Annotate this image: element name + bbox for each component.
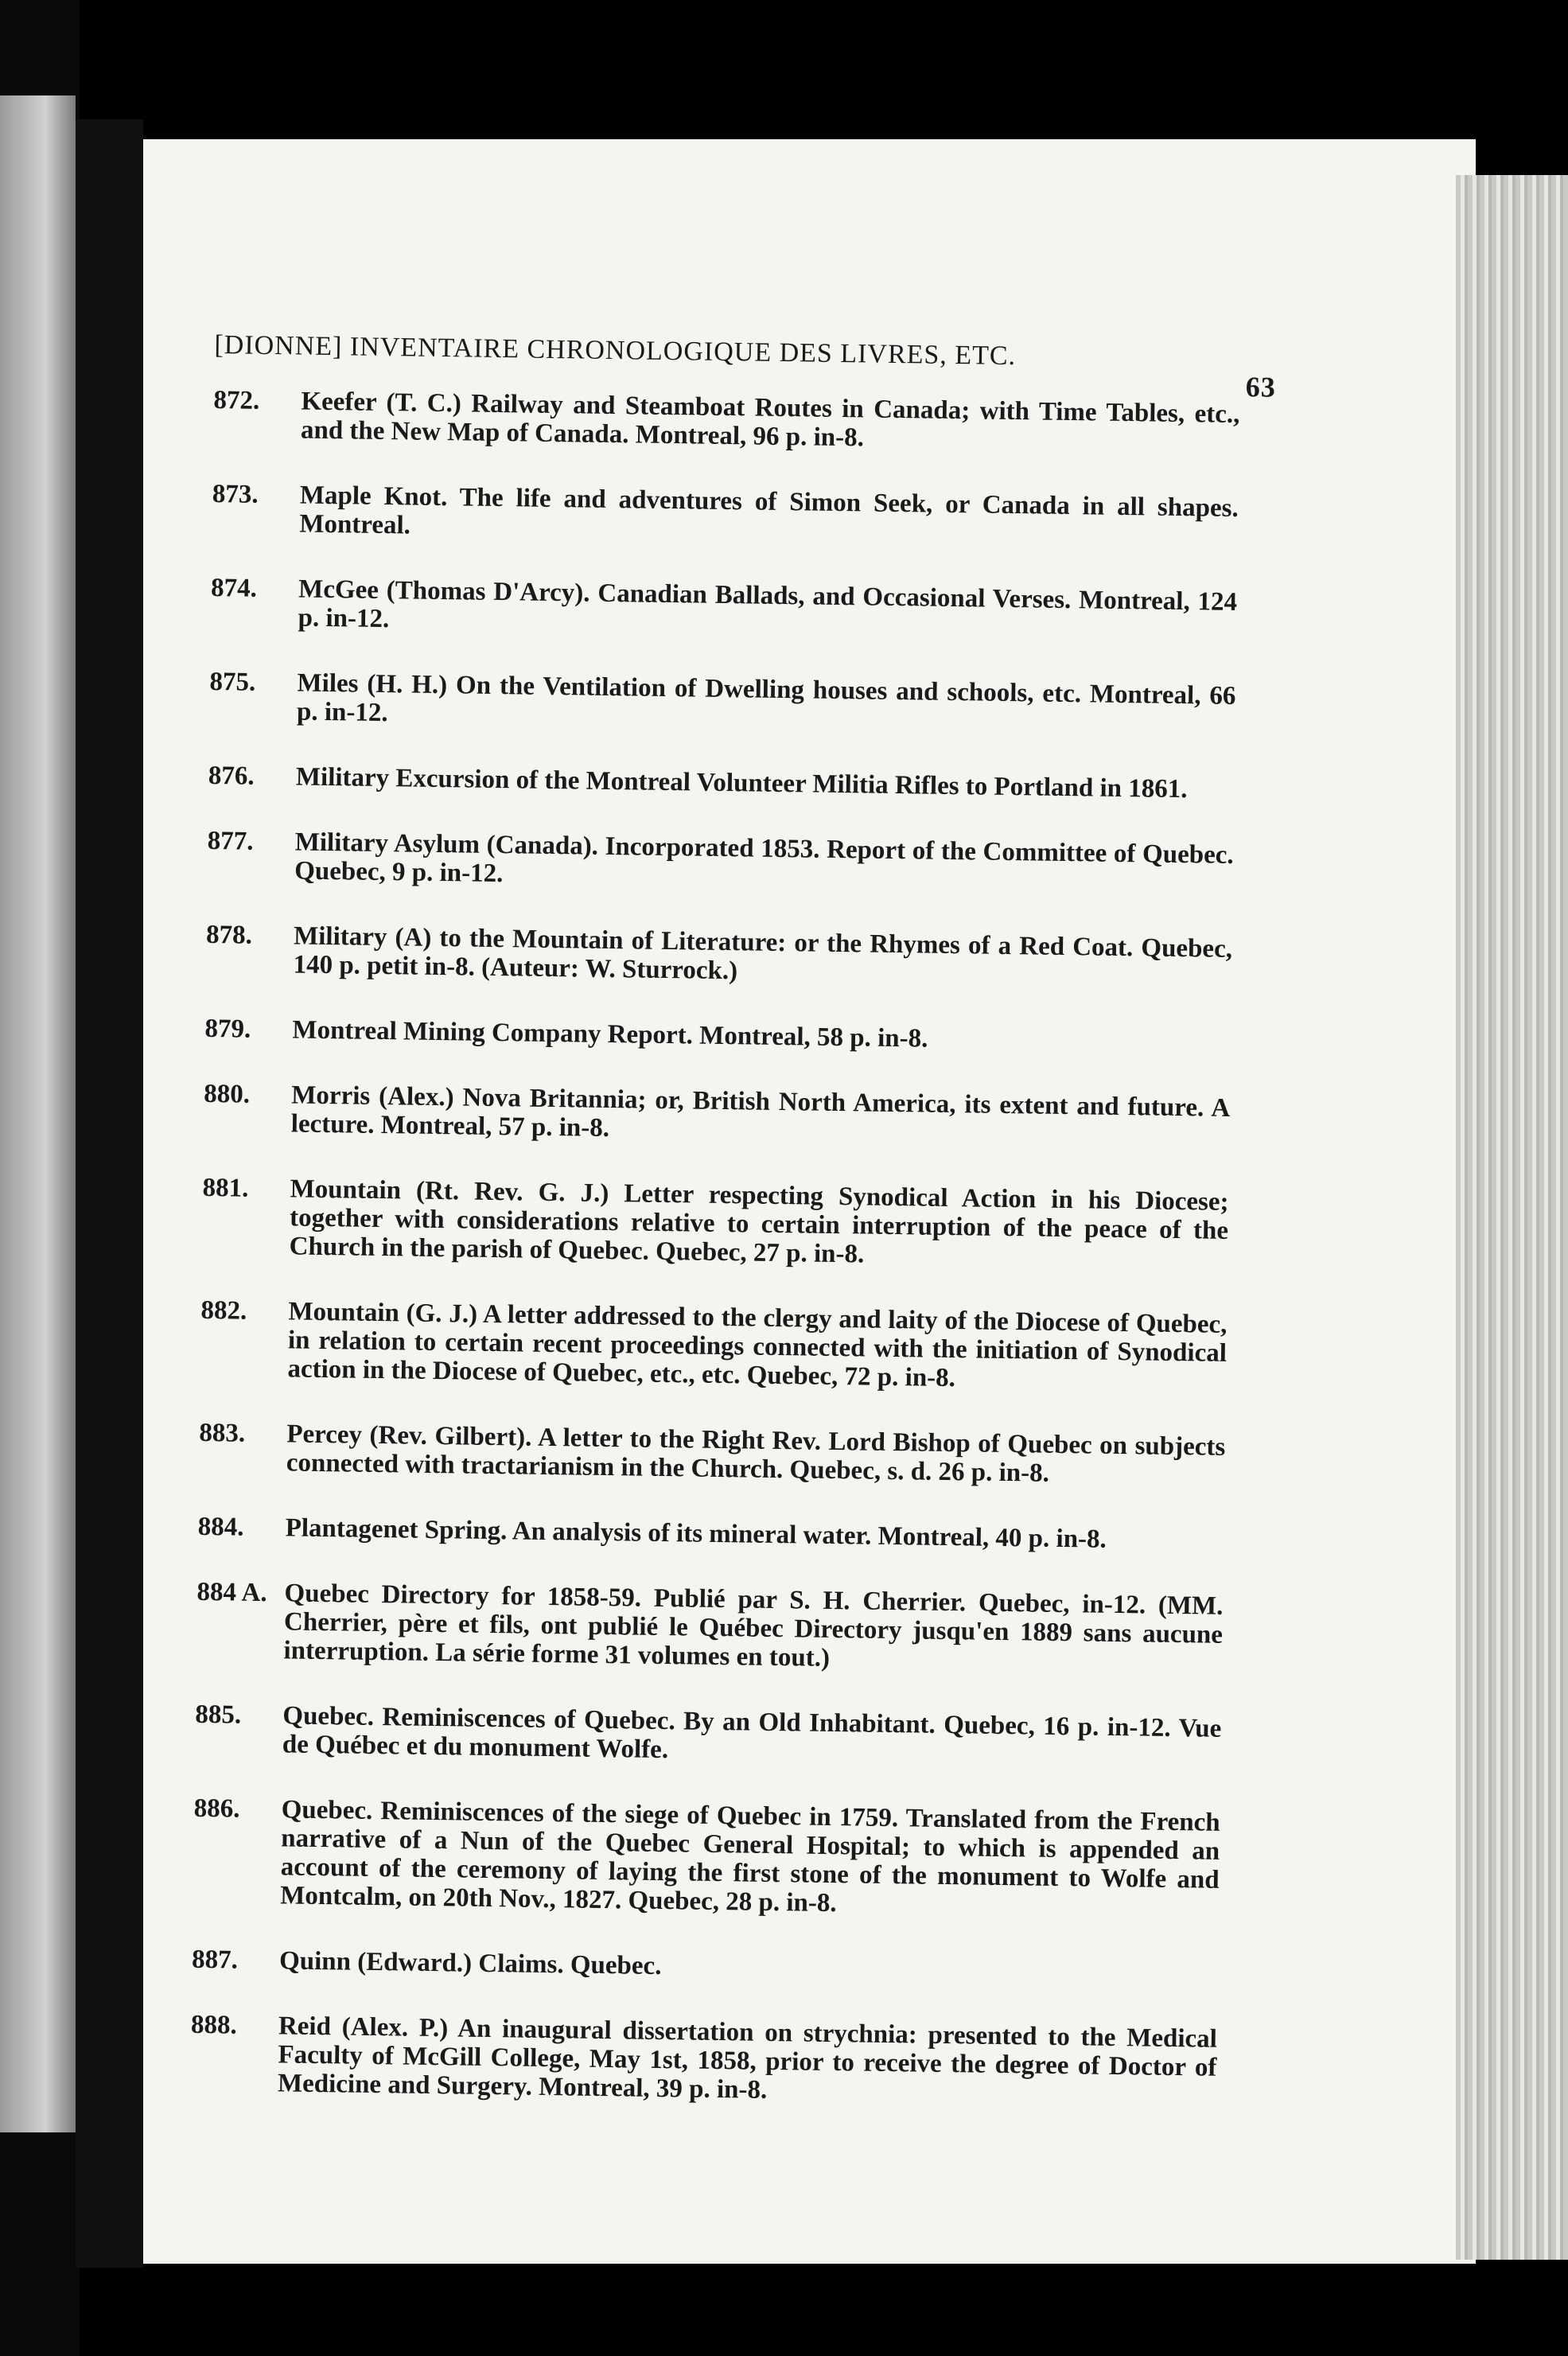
entry-text: Miles (H. H.) On the Ventilation of Dwelling houses and schools, etc. Montreal, 66 p. in-12. bbox=[296, 668, 1236, 728]
entry-880 bbox=[204, 1080, 1231, 1151]
entry-884a bbox=[196, 1578, 1223, 1678]
entry-text: Military Asylum (Canada). Incorporated 1853. Report of the Committee of Quebec. Quebec, 9 p. in-12. bbox=[294, 828, 1234, 889]
entry-number: 876. bbox=[208, 761, 255, 791]
entry-text: Reid (Alex. P.) An inaugural dissertation on strychnia: presented to the Medical Faculty of McGill College, May 1st, 1858, prior to receive the degree of Doctor of Medicine and Surgery. Montreal, 39 p. in-8. bbox=[277, 2011, 1218, 2105]
entry-883 bbox=[199, 1419, 1226, 1490]
entry-text: Mountain (Rt. Rev. G. J.) Letter respecting Synodical Action in his Diocese; together with considerations relative to certain interruption of the peace of the Church in the parish of Quebec. Quebec, 27 p. in-8. bbox=[289, 1174, 1229, 1269]
entry-number: 887. bbox=[191, 1945, 239, 1975]
entry-text: Montreal Mining Company Report. Montreal, 58 p. in-8. bbox=[292, 1015, 928, 1053]
page-text bbox=[189, 314, 1277, 2148]
entry-number: 880. bbox=[204, 1079, 251, 1109]
entry-text: Quinn (Edward.) Claims. Quebec. bbox=[278, 1946, 662, 1981]
entry-877 bbox=[207, 827, 1234, 898]
entry-876 bbox=[208, 761, 1235, 804]
entry-879 bbox=[204, 1014, 1231, 1057]
entry-number: 883. bbox=[199, 1418, 246, 1448]
entry-885 bbox=[195, 1700, 1222, 1772]
entry-number: 872. bbox=[213, 385, 260, 415]
entry-text: Keefer (T. C.) Railway and Steamboat Routes in Canada; with Time Tables, etc., and the New Map of Canada. Montreal, 96 p. in-8. bbox=[300, 387, 1240, 453]
entry-number: 877. bbox=[207, 826, 254, 856]
entry-text: Quebec. Reminiscences of the siege of Quebec in 1759. Translated from the French narrative of a Nun of the Quebec General Hospital; to which is appended an account of the ceremony of laying the first stone of the monument to Wolfe and Montcalm, on 20th Nov., 1827. Quebec, 28 p. in-8. bbox=[280, 1795, 1220, 1918]
entry-886 bbox=[193, 1794, 1220, 1923]
entry-number: 875. bbox=[209, 667, 256, 697]
entry-874 bbox=[210, 574, 1237, 645]
entry-text: Percey (Rev. Gilbert). A letter to the Right Rev. Lord Bishop of Quebec on subjects connected with tractarianism in the Church. Quebec, s. d. 26 p. in-8. bbox=[286, 1419, 1226, 1488]
entry-875 bbox=[209, 668, 1236, 739]
entry-884 bbox=[197, 1513, 1224, 1556]
entry-number: 873. bbox=[212, 479, 259, 509]
entry-text: Military Excursion of the Montreal Volunteer Militia Rifles to Portland in 1861. bbox=[295, 762, 1188, 804]
entry-number: 878. bbox=[205, 920, 253, 950]
entry-number: 879. bbox=[204, 1014, 251, 1044]
entry-number: 886. bbox=[193, 1793, 240, 1824]
entry-text: Quebec Directory for 1858-59. Publié par S. H. Cherrier. Quebec, in-12. (MM. Cherrier, père et fils, ont publié le Québec Directory jusqu'en 1889 sans aucune interruption. La série forme 31 volumes en tout.) bbox=[283, 1579, 1224, 1673]
entry-text: Quebec. Reminiscences of Quebec. By an Old Inhabitant. Quebec, 16 p. in-12. Vue de Québec et du monument Wolfe. bbox=[282, 1701, 1222, 1765]
entry-887 bbox=[192, 1945, 1218, 1988]
facing-page-edge bbox=[0, 95, 76, 2132]
entry-text: Mountain (G. J.) A letter addressed to the clergy and laity of the Diocese of Quebec, in relation to certain recent proceedings connected with the initiation of Synodical action in the Diocese of Quebec, etc., etc. Quebec, 72 p. in-8. bbox=[287, 1297, 1228, 1393]
running-head: [DIONNE] INVENTAIRE CHRONOLOGIQUE DES LIVRES, ETC. bbox=[214, 329, 1017, 372]
entry-number: 882. bbox=[200, 1295, 247, 1326]
entry-888 bbox=[190, 2011, 1217, 2111]
entry-number: 885. bbox=[195, 1700, 242, 1730]
entry-number: 874. bbox=[210, 573, 258, 603]
entry-text: McGee (Thomas D'Arcy). Canadian Ballads, and Occasional Verses. Montreal, 124 p. in-12. bbox=[298, 574, 1238, 634]
entry-number: 884 A. bbox=[196, 1577, 267, 1608]
entry-text: Morris (Alex.) Nova Britannia; or, British North America, its extent and future. A lecture. Montreal, 57 p. in-8. bbox=[290, 1081, 1231, 1143]
entry-number: 884. bbox=[197, 1512, 244, 1542]
entry-873 bbox=[212, 480, 1239, 551]
page-stack-edge bbox=[1456, 175, 1568, 2260]
entry-882 bbox=[200, 1296, 1227, 1396]
book-spine bbox=[76, 119, 143, 2268]
page-number: 63 bbox=[1245, 371, 1277, 403]
entry-text: Maple Knot. The life and adventures of Simon Seek, or Canada in all shapes. Montreal. bbox=[299, 481, 1239, 540]
entry-881 bbox=[201, 1174, 1228, 1274]
entry-number: 888. bbox=[190, 2010, 237, 2040]
entry-text: Plantagenet Spring. An analysis of its mineral water. Montreal, 40 p. in-8. bbox=[285, 1513, 1107, 1554]
entry-878 bbox=[205, 921, 1232, 992]
entry-number: 881. bbox=[202, 1173, 249, 1203]
entry-text: Military (A) to the Mountain of Literature: or the Rhymes of a Red Coat. Quebec, 140 p. petit in-8. (Auteur: W. Sturrock.) bbox=[293, 921, 1233, 986]
